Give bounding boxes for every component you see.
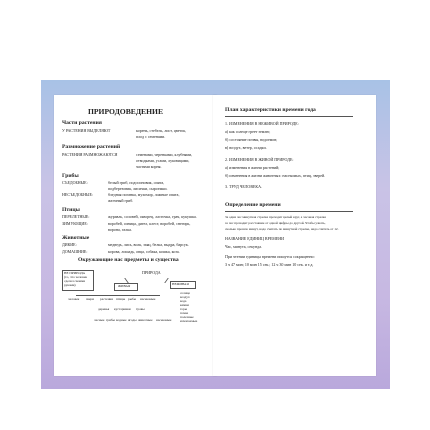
- section-heading: Части растения: [62, 120, 102, 126]
- plan-line: 2. ИЗМЕНЕНИЯ В ЖИВОЙ ПРИРОДЕ:: [225, 157, 294, 162]
- remark-text: При чтении единицы времени пишутся сокращенно:: [225, 254, 315, 259]
- nonliving-item: камни: [180, 303, 189, 307]
- not-nature-note: сделал своими: [64, 279, 86, 283]
- nonliving-item: воздух: [180, 295, 190, 299]
- section-text: корова, лошадь, овца, собака, кошка, коза.: [108, 249, 180, 254]
- section2-title: Определение времени: [225, 202, 281, 208]
- section-label: У РАСТЕНИЯ ВЫДЕЛЯЮТ: [62, 128, 111, 133]
- living-item: насекомые: [140, 297, 156, 301]
- section-text: частями корня.: [136, 164, 162, 169]
- plan-line: а) как солнце греет землю;: [225, 129, 271, 134]
- bottom-item: ягоды: [128, 318, 137, 322]
- example-text: 3 ч 47 мин; 10 мин 15 сек.; 12 ч 30 мин 10 сек. и т.д.: [225, 262, 314, 267]
- section-heading: Птицы: [62, 207, 80, 213]
- not-nature-label: НЕ ПРИРОДА: [64, 271, 86, 275]
- title-underline: [225, 116, 353, 117]
- section-label: СЪЕДОБНЫЕ:: [62, 180, 88, 185]
- bottom-item: водные: [116, 318, 127, 322]
- section-text: белый гриб, подосиновик, опята,: [108, 180, 165, 185]
- nonliving-item: почва: [180, 311, 189, 315]
- section-text: подберезовик, лисички, сыроежки.: [108, 186, 168, 191]
- living-label: ЖИВАЯ: [118, 284, 131, 288]
- paragraph-line: за час проходит расстояние от одной цифры до другой. Чтобы узнать,: [225, 221, 326, 225]
- nonliving-item: полезные: [180, 315, 194, 319]
- living-item: растения: [100, 297, 113, 301]
- right-page: [213, 95, 376, 376]
- nonliving-item: солнце: [180, 291, 190, 295]
- plan-line: а) изменения в жизни растений;: [225, 165, 280, 170]
- bottom-item: лесные: [94, 318, 105, 322]
- diagram-subtitle: Окружающие нас предметы и существа: [78, 257, 179, 263]
- paragraph-line: За одни час минутная стрелка проходит целый круг, а часовая стрелка: [225, 215, 327, 219]
- living-item: рыбы: [128, 297, 136, 301]
- section-label: РАСТЕНИЯ РАЗМНОЖАЮТСЯ: [62, 152, 118, 157]
- section2-underline: [225, 211, 353, 212]
- paragraph-line: сколько прошло минут, надо считать по минутной стрелке, надо считать от 12.: [225, 227, 339, 231]
- section-text: ворона, галка.: [108, 227, 132, 232]
- living-item: звери: [86, 297, 94, 301]
- section-text: воробей, синица, дятел, клест, воробей, снегирь,: [108, 221, 191, 226]
- bottom-item: животные: [138, 318, 153, 322]
- bottom-item: грибы: [106, 318, 115, 322]
- section-heading: Размножение растений: [62, 144, 121, 150]
- nonliving-label: НЕЖИВАЯ: [172, 282, 189, 286]
- section-text: корень, стебель, лист, цветок,: [136, 128, 187, 133]
- section-text: плод с семенами.: [136, 134, 166, 139]
- diagram-line: [164, 278, 169, 283]
- living-item: птицы: [116, 297, 126, 301]
- section-label: ЗИМУЮЩИЕ:: [62, 221, 88, 226]
- section-heading: Грибы: [62, 173, 79, 179]
- units-text: Час, минута, секунда.: [225, 244, 262, 249]
- section-text: бледная поганка, мухомор, ложные опята,: [108, 192, 180, 197]
- section-label: НЕСЪЕДОБНЫЕ:: [62, 192, 94, 197]
- section-text: желчный гриб.: [108, 198, 134, 203]
- section-text: медведь, лись, волк, заяц, белка, выдра, барсук.: [108, 242, 189, 247]
- right-page-title: План характеристики времени года: [225, 107, 316, 113]
- plant-item: кустарники: [114, 307, 131, 311]
- nonliving-item: горы: [180, 307, 187, 311]
- section-text: семенами, черенками, клубнями,: [136, 152, 193, 157]
- left-page: [54, 95, 217, 376]
- plan-line: 1. ИЗМЕНЕНИЯ В НЕЖИВОЙ ПРИРОДЕ:: [225, 121, 299, 126]
- not-nature-note: руками): [64, 283, 76, 287]
- nonliving-item: вода: [180, 299, 187, 303]
- nonliving-item: ископаемые: [180, 319, 198, 323]
- living-item: человек: [68, 297, 80, 301]
- diagram-line: [76, 295, 160, 296]
- section-heading: Животные: [62, 235, 90, 241]
- plan-line: б) изменения в жизни животных: насекомых, птиц, зверей.: [225, 173, 326, 178]
- nature-root: ПРИРОДА: [142, 270, 161, 275]
- section-label: ДОМАШНИЕ:: [62, 249, 88, 254]
- plan-line: в) воздух, ветер, осадки.: [225, 145, 267, 150]
- plant-item: травы: [136, 307, 145, 311]
- section-label: ПЕРЕЛЕТНЫЕ:: [62, 214, 90, 219]
- plan-line: 3. ТРУД ЧЕЛОВЕКА.: [225, 184, 262, 189]
- left-page-title: ПРИРОДОВЕДЕНИЕ: [88, 107, 164, 116]
- not-nature-note: (то, что человек: [64, 275, 87, 279]
- section-text: журавль, соловей, скворец, ласточка, грач, кукушка.: [108, 214, 197, 219]
- plan-line: б) состояние почвы, водоемов;: [225, 137, 278, 142]
- section-text: отводками, усами, луковицами,: [136, 158, 190, 163]
- bottom-item: насекомые: [156, 318, 172, 322]
- plant-item: деревья: [98, 307, 110, 311]
- units-label: НАЗВАНИЕ ЕДИНИЦ ВРЕМЕНИ: [225, 236, 285, 241]
- section-label: ДИКИЕ:: [62, 242, 77, 247]
